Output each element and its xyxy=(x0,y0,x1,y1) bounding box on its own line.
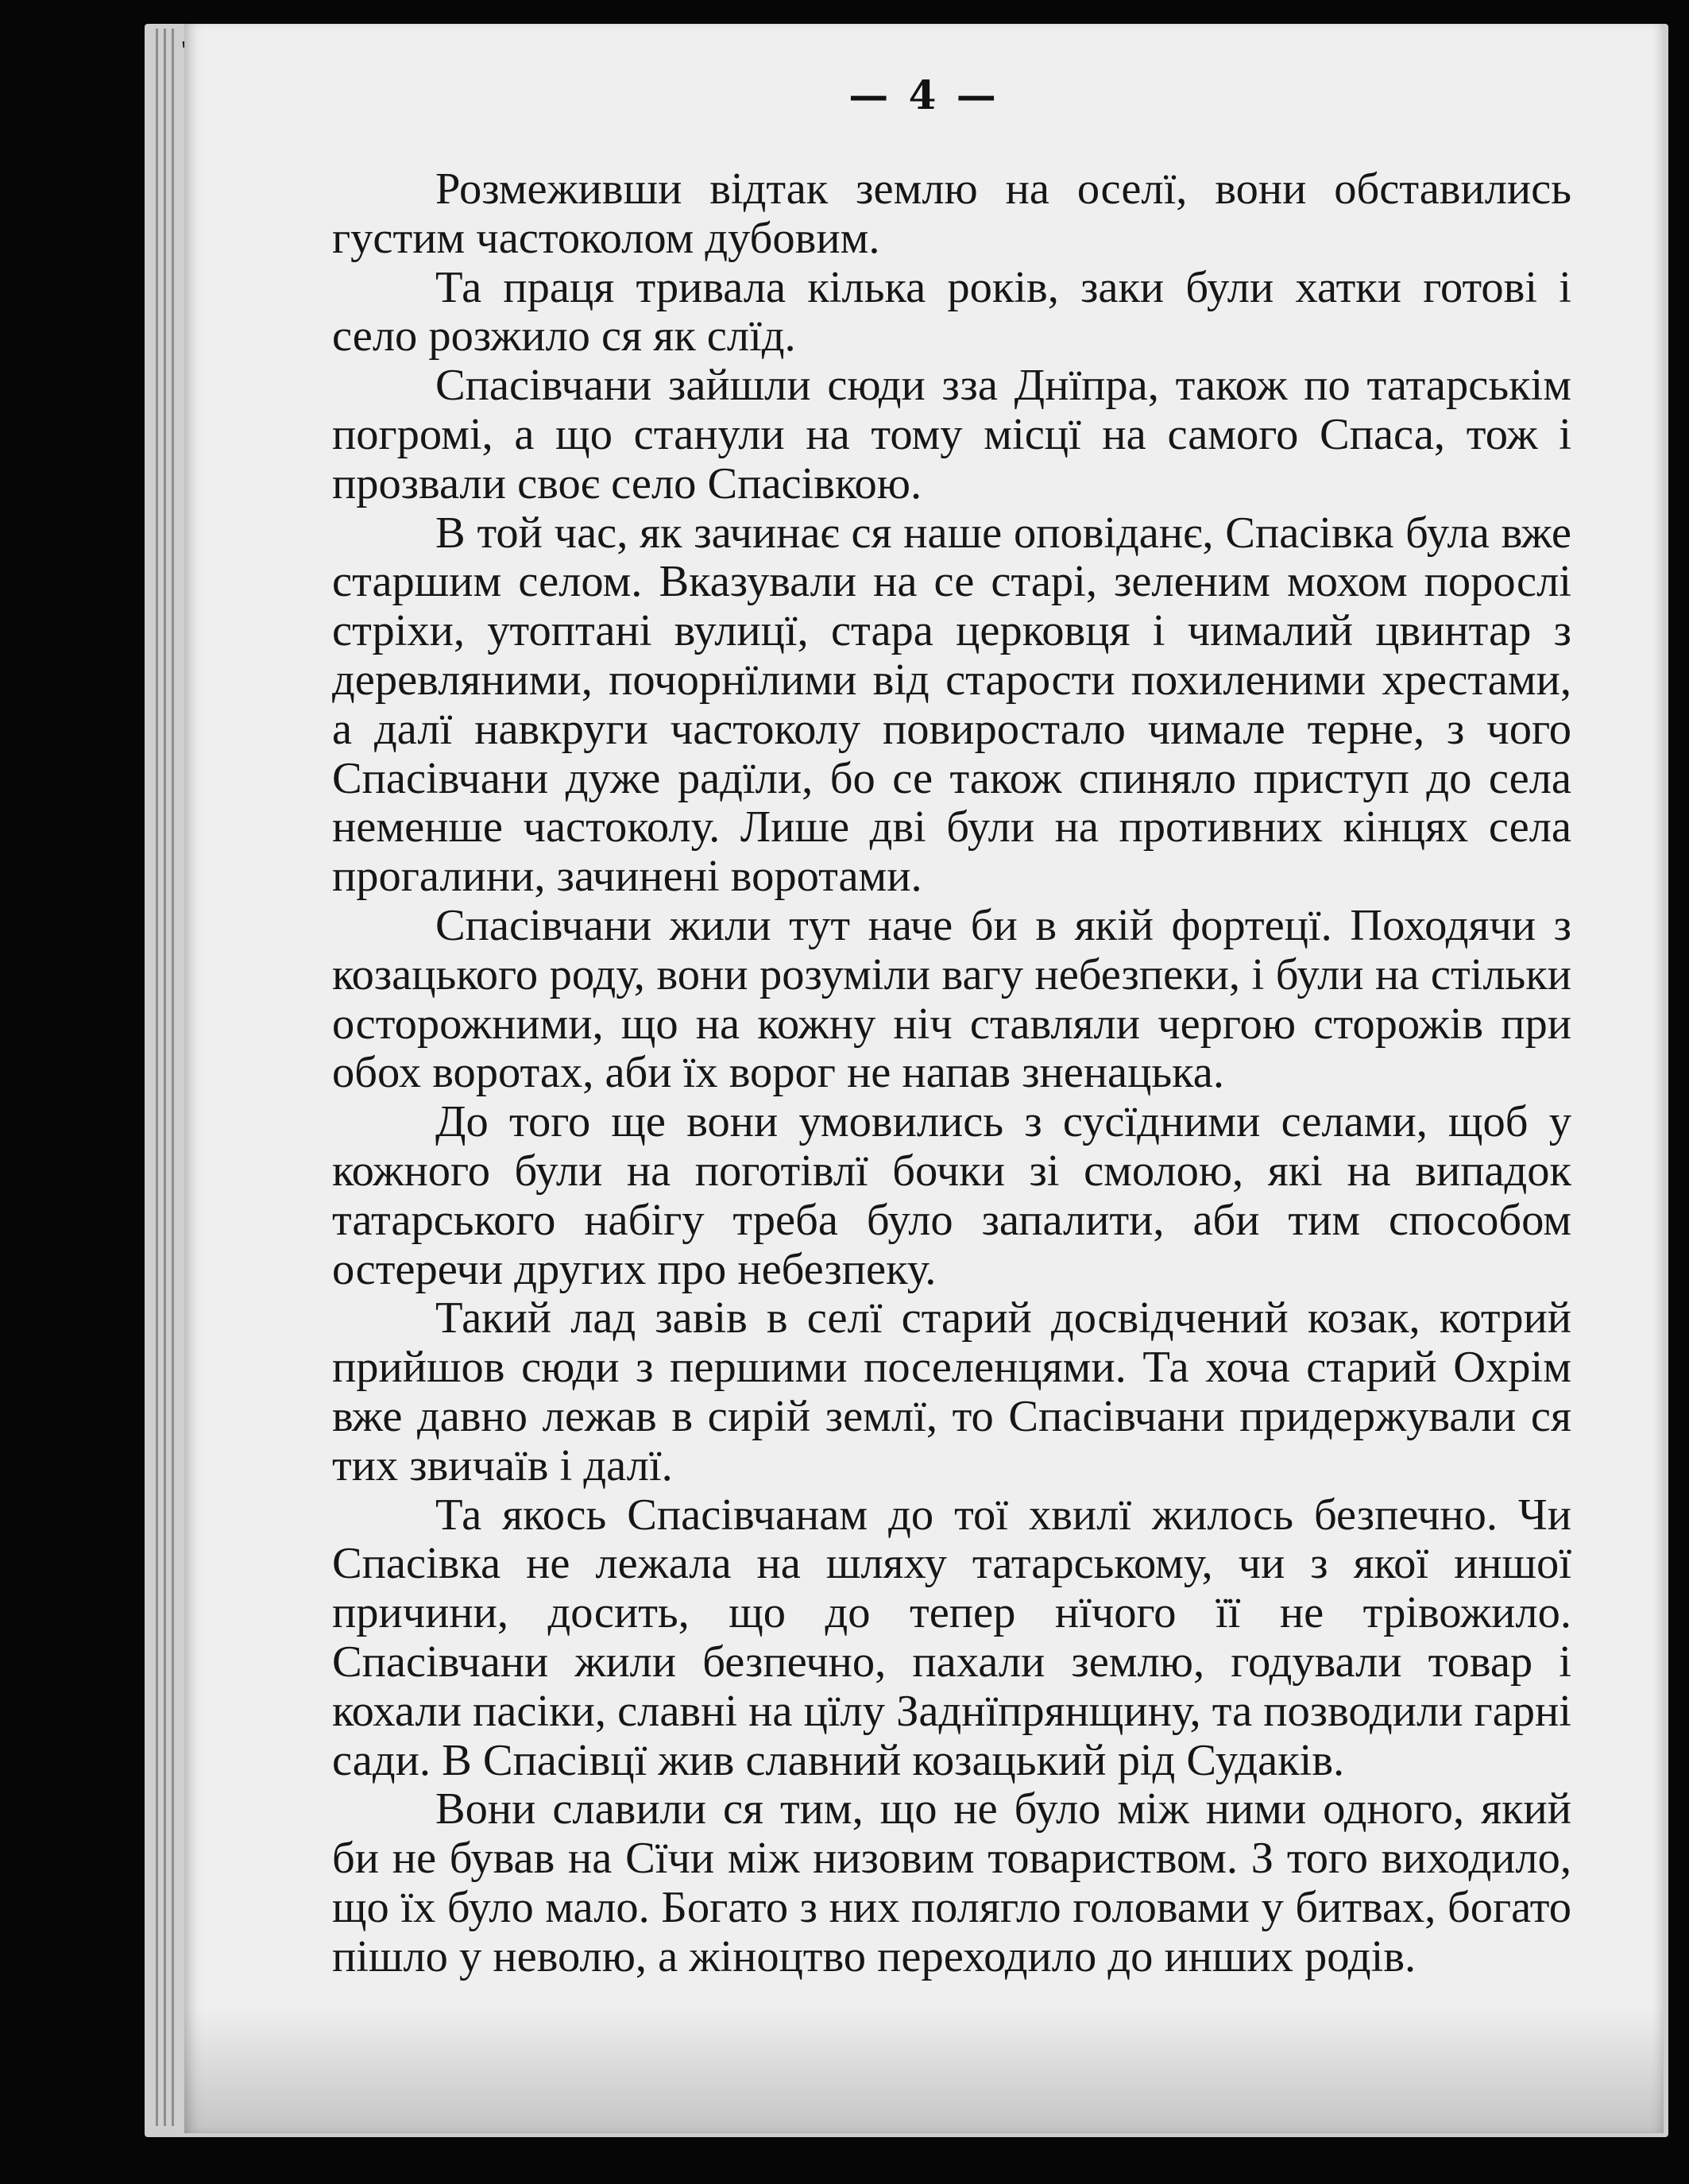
page-number: — 4 — xyxy=(848,72,999,118)
paragraph: Вони славили ся тим, що не було між ними одного, який би не бував на Сїчи між низовим товариством. З того виходило, що їх було мало. Богато з них полягло головами у битвах, богато пішло у неволю, а жіноцтво переходило до инших родів. xyxy=(332,1784,1571,1981)
page-edge-line xyxy=(164,29,166,2126)
paragraph: Спасівчани жили тут наче би в якій фортецї. Походячи з козацького роду, вони розуміли вагу небезпеки, і були на стільки осторожними, що на кожну ніч ставляли чергою сторожів при обох воротах, аби їх ворог не напав зненацька. xyxy=(332,900,1571,1098)
paragraph: Розмеживши відтак землю на оселї, вони обставились густим частоколом дубовим. xyxy=(332,164,1571,263)
paragraph: В той час, як зачинає ся наше оповіданє, Спасівка була вже старшим селом. Вказували на се старі, зеленим мохом порослі стріхи, утоптані вулицї, стара церковця і чималий цвинтар з деревляними, почорнїлими від старости похиленими хрестами, а далї навкруги частоколу повиростало чимале терне, з чого Спасівчани дуже радїли, бо се також спиняло приступ до села неменше частоколу. Лише дві були на противних кінцях села прогалини, зачинені воротами. xyxy=(332,508,1571,902)
paragraph: Та праця тривала кілька років, заки були хатки готові і село розжило ся як слїд. xyxy=(332,262,1571,361)
paragraph: До того ще вони умовились з сусїдними селами, щоб у кожного були на поготівлї бочки зі смолою, які на випадок татарського набігу треба було запалити, аби тим способом остеречи других про небезпеку. xyxy=(332,1097,1571,1294)
book-page xyxy=(184,24,1664,2133)
page-edge-line xyxy=(156,29,158,2126)
paragraph: Спасівчани зайшли сюди зза Днїпра, також по татарськім погромі, а що станули на тому місцї на самого Спаса, тож і прозвали своє село Спасівкою. xyxy=(332,361,1571,508)
page-shadow xyxy=(184,2006,1664,2133)
page-edge-line xyxy=(172,29,174,2126)
paragraph: Та якось Спасівчанам до тої хвилї жилось безпечно. Чи Спасівка не лежала на шляху татарському, чи з якої иншої причини, досить, що до тепер нїчого її не трівожило. Спасівчани жили безпечно, пахали землю, годували товар і кохали пасіки, славні на цїлу Заднїпрянщину, та позводили гарні сади. В Спасівцї жив славний козацький рід Судаків. xyxy=(332,1490,1571,1785)
paragraph: Такий лад завів в селї старий досвідчений козак, котрий прийшов сюди з першими поселенцями. Та хоча старий Охрім вже давно лежав в сирій землї, то Спасівчани придержували ся тих звичаїв і далї. xyxy=(332,1293,1571,1490)
page-text xyxy=(332,165,1571,1981)
